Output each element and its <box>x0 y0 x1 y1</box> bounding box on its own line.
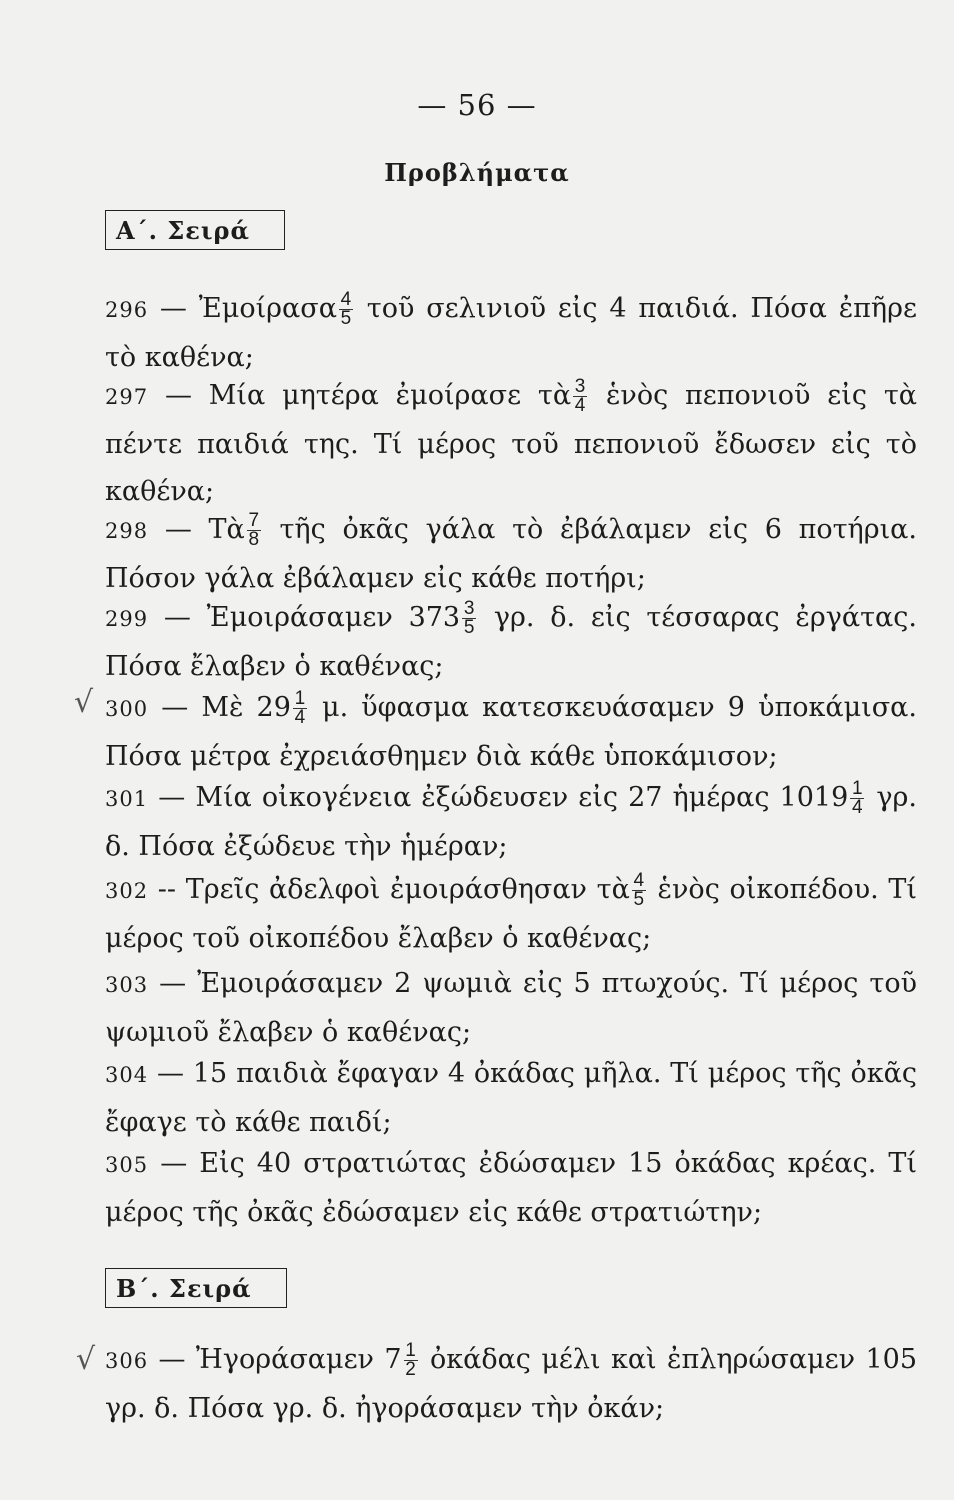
problem-number: 303 <box>105 973 149 997</box>
series-a-label: Α΄. Σειρά <box>105 210 285 250</box>
problem-297: 297 — Μία μητέρα ἐμοίρασε τὰ $\frac{3}{4}$ ἑνὸς πεπονιοῦ εἰς τὰ πέντε παιδιά της. Τί μέρος τοῦ πεπονιοῦ ἔδωσεν εἰς τὸ καθένα; <box>105 376 917 507</box>
problem-299: 299 — Ἐμοιράσαμεν 373 $\frac{3}{5}$ γρ. δ. εἰς τέσσαρας ἐργάτας. Πόσα ἔλαβεν ὁ καθένας; <box>105 598 917 682</box>
fraction: $\frac{3}{4}$ <box>574 376 586 416</box>
problem-number: 296 <box>105 298 149 322</box>
fraction: $\frac{1}{4}$ <box>294 688 306 728</box>
problem-302: 302 -- Τρεῖς ἀδελφοὶ ἐμοιράσθησαν τὰ $\frac{4}{5}$ ἑνὸς οἰκοπέδου. Τί μέρος τοῦ οἰκοπέδου ἔλαβεν ὁ καθένας; <box>105 870 917 954</box>
problem-number: 306 <box>105 1349 149 1373</box>
problem-300: 300 — Μὲ 29 $\frac{1}{4}$ μ. ὕφασμα κατεσκευάσαμεν 9 ὑποκάμισα. Πόσα μέτρα ἐχρειάσθημεν διὰ κάθε ὑποκάμισον; <box>105 688 917 772</box>
problem-301: 301 — Μία οἰκογένεια ἐξώδευσεν εἰς 27 ἡμέρας 1019 $\frac{1}{4}$ γρ. δ. Πόσα ἐξώδευε τὴν ἡμέραν; <box>105 778 917 862</box>
problem-306: 306 — Ἠγοράσαμεν 7 $\frac{1}{2}$ ὀκάδας μέλι καὶ ἐπληρώσαμεν 105 γρ. δ. Πόσα γρ. δ. ἠγοράσαμεν τὴν ὀκάν; <box>105 1340 917 1424</box>
problem-303: 303 — Ἐμοιράσαμεν 2 ψωμιὰ εἰς 5 πτωχούς. Τί μέρος τοῦ ψωμιοῦ ἔλαβεν ὁ καθένας; <box>105 968 918 1048</box>
problem-number: 301 <box>105 787 149 811</box>
problem-305: 305 — Εἰς 40 στρατιώτας ἐδώσαμεν 15 ὀκάδας κρέας. Τί μέρος τῆς ὀκᾶς ἐδώσαμεν εἰς κάθε στρατιώτην; <box>105 1148 917 1228</box>
fraction: $\frac{4}{5}$ <box>633 870 645 910</box>
fraction: $\frac{1}{2}$ <box>405 1340 416 1380</box>
problem-number: 297 <box>105 385 149 409</box>
problem-number: 299 <box>105 607 149 631</box>
fraction: $\frac{1}{4}$ <box>851 778 863 818</box>
fraction: $\frac{3}{5}$ <box>463 598 475 638</box>
section-heading: Προβλήματα <box>384 158 570 187</box>
problem-number: 305 <box>105 1153 149 1177</box>
problem-number: 298 <box>105 519 149 543</box>
fraction: $\frac{4}{5}$ <box>340 289 352 329</box>
page-number: — 56 — <box>417 88 537 122</box>
problem-number: 302 <box>105 879 149 903</box>
problem-number: 300 <box>105 697 149 721</box>
check-mark: √ <box>74 685 94 720</box>
problem-number: 304 <box>105 1063 149 1087</box>
check-mark: √ <box>76 1342 96 1377</box>
fraction: $\frac{7}{8}$ <box>248 510 260 550</box>
problem-296: 296 — Ἐμοίρασα $\frac{4}{5}$ τοῦ σελινιοῦ εἰς 4 παιδιά. Πόσα ἐπῆρε τὸ καθένα; <box>105 289 917 373</box>
problem-304: 304 — 15 παιδιὰ ἔφαγαν 4 ὀκάδας μῆλα. Τί μέρος τῆς ὀκᾶς ἔφαγε τὸ κάθε παιδί; <box>105 1058 917 1138</box>
problem-298: 298 — Τὰ $\frac{7}{8}$ τῆς ὀκᾶς γάλα τὸ ἐβάλαμεν εἰς 6 ποτήρια. Πόσον γάλα ἐβάλαμεν εἰς κάθε ποτήρι; <box>105 510 917 594</box>
series-b-label: Β΄. Σειρά <box>105 1268 287 1308</box>
